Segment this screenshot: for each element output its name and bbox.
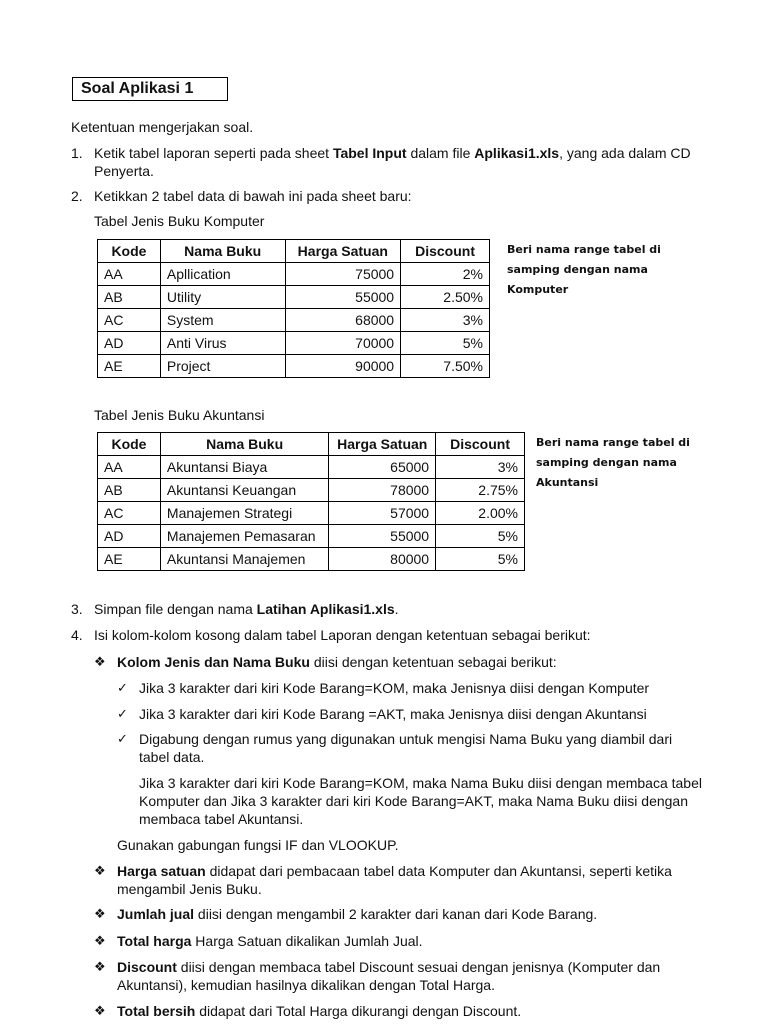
bullet-2-line2: mengambil Jenis Buku. bbox=[117, 881, 262, 897]
diamond-bullet-icon: ❖ bbox=[94, 1003, 106, 1018]
table-cell: 3% bbox=[401, 309, 490, 332]
table-2-caption: Tabel Jenis Buku Akuntansi bbox=[94, 407, 265, 423]
table-cell: 80000 bbox=[329, 548, 436, 571]
step-1-part: , yang ada dalam CD bbox=[559, 145, 691, 161]
table-cell: AA bbox=[98, 456, 161, 479]
bullet-6-rest: didapat dari Total Harga dikurangi dengan Discount. bbox=[195, 1003, 522, 1019]
note-line: Akuntansi bbox=[536, 476, 599, 489]
bullet-1-bold: Kolom Jenis dan Nama Buku bbox=[117, 654, 310, 670]
table-row bbox=[98, 332, 490, 355]
komputer-table bbox=[97, 239, 490, 378]
step-3-part: Simpan file dengan nama bbox=[94, 601, 257, 617]
table-cell: AA bbox=[98, 263, 161, 286]
table-cell: Apllication bbox=[160, 263, 285, 286]
table-cell: 2% bbox=[401, 263, 490, 286]
bullet-1-text bbox=[117, 653, 557, 671]
para-line-1: Jika 3 karakter dari kiri Kode Barang=KOM, maka Nama Buku diisi dengan membaca tabel bbox=[139, 775, 702, 791]
column-header: Nama Buku bbox=[160, 240, 285, 263]
step-3-text bbox=[94, 600, 399, 618]
table-cell: 57000 bbox=[329, 502, 436, 525]
bullet-2-rest: didapat dari pembacaan tabel data Komputer dan Akuntansi, seperti ketika bbox=[205, 863, 672, 879]
table-cell: 7.50% bbox=[401, 355, 490, 378]
step-3-part: . bbox=[394, 601, 399, 617]
bullet-1-rest: diisi dengan ketentuan sebagai berikut: bbox=[309, 654, 557, 670]
table-cell: Manajemen Pemasaran bbox=[160, 525, 328, 548]
table-cell: 65000 bbox=[329, 456, 436, 479]
check-3-line1: Digabung dengan rumus yang digunakan untuk mengisi Nama Buku yang diambil dari bbox=[139, 731, 673, 747]
table-cell: 5% bbox=[436, 548, 525, 571]
table-cell: 78000 bbox=[329, 479, 436, 502]
step-3-bold-file: Latihan Aplikasi1.xls bbox=[256, 601, 395, 617]
table-cell: AC bbox=[98, 309, 161, 332]
table-row bbox=[98, 263, 490, 286]
table-cell: 70000 bbox=[285, 332, 401, 355]
table-cell: Anti Virus bbox=[160, 332, 285, 355]
note-line: Beri nama range tabel di bbox=[536, 436, 690, 449]
step-2-text: Ketikkan 2 tabel data di bawah ini pada sheet baru: bbox=[94, 188, 412, 204]
check-3-line2: tabel data. bbox=[139, 749, 205, 765]
bullet-4-text bbox=[117, 932, 423, 950]
diamond-bullet-icon: ❖ bbox=[94, 933, 106, 948]
akuntansi-table bbox=[97, 432, 525, 571]
table-cell: Akuntansi Manajemen bbox=[160, 548, 328, 571]
step-4-text: Isi kolom-kolom kosong dalam tabel Laporan dengan ketentuan sebagai berikut: bbox=[94, 627, 591, 643]
table-cell: 55000 bbox=[285, 286, 401, 309]
diamond-bullet-icon: ❖ bbox=[94, 906, 106, 921]
table-cell: 90000 bbox=[285, 355, 401, 378]
note-line: Komputer bbox=[507, 283, 569, 296]
table-cell: 2.75% bbox=[436, 479, 525, 502]
table-row bbox=[98, 525, 525, 548]
column-header: Discount bbox=[401, 240, 490, 263]
table-row bbox=[98, 548, 525, 571]
table-cell: AD bbox=[98, 525, 161, 548]
table-cell: 75000 bbox=[285, 263, 401, 286]
bullet-5-rest: diisi dengan membaca tabel Discount sesuai dengan jenisnya (Komputer dan bbox=[176, 959, 661, 975]
check-icon: ✓ bbox=[117, 731, 128, 746]
table-cell: Utility bbox=[160, 286, 285, 309]
table-cell: 5% bbox=[436, 525, 525, 548]
table-cell: AE bbox=[98, 355, 161, 378]
table-cell: AC bbox=[98, 502, 161, 525]
bullet-3-text bbox=[117, 905, 597, 923]
bullet-5-bold: Discount bbox=[117, 959, 177, 975]
table-cell: 2.00% bbox=[436, 502, 525, 525]
step-1-bold-sheet: Tabel Input bbox=[332, 145, 407, 161]
step-1-bold-file: Aplikasi1.xls bbox=[474, 145, 560, 161]
table-row bbox=[98, 286, 490, 309]
note-line: samping dengan nama bbox=[507, 263, 648, 276]
bullet-4-bold: Total harga bbox=[117, 933, 192, 949]
step-1-part: Ketik tabel laporan seperti pada sheet bbox=[94, 145, 333, 161]
gunakan-text: Gunakan gabungan fungsi IF dan VLOOKUP. bbox=[117, 837, 399, 853]
table-cell: 68000 bbox=[285, 309, 401, 332]
bullet-5-text bbox=[117, 958, 660, 976]
table-cell: AB bbox=[98, 479, 161, 502]
bullet-2-bold: Harga satuan bbox=[117, 863, 206, 879]
table-row bbox=[98, 355, 490, 378]
diamond-bullet-icon: ❖ bbox=[94, 863, 106, 878]
column-header: Harga Satuan bbox=[285, 240, 401, 263]
column-header: Discount bbox=[436, 433, 525, 456]
diamond-bullet-icon: ❖ bbox=[94, 654, 106, 669]
bullet-6-text bbox=[117, 1002, 521, 1020]
table-cell: Akuntansi Biaya bbox=[160, 456, 328, 479]
column-header: Nama Buku bbox=[160, 433, 328, 456]
table-cell: System bbox=[160, 309, 285, 332]
check-icon: ✓ bbox=[117, 680, 128, 695]
step-4-number: 4. bbox=[71, 627, 83, 643]
step-2-number: 2. bbox=[71, 188, 83, 204]
bullet-3-bold: Jumlah jual bbox=[117, 906, 195, 922]
bullet-3-rest: diisi dengan mengambil 2 karakter dari kanan dari Kode Barang. bbox=[194, 906, 598, 922]
table-row bbox=[98, 502, 525, 525]
table-cell: 3% bbox=[436, 456, 525, 479]
check-1-text: Jika 3 karakter dari kiri Kode Barang=KOM, maka Jenisnya diisi dengan Komputer bbox=[139, 680, 650, 696]
bullet-6-bold: Total bersih bbox=[117, 1003, 196, 1019]
table-cell: AE bbox=[98, 548, 161, 571]
step-3-number: 3. bbox=[71, 601, 83, 617]
step-1-number: 1. bbox=[71, 145, 83, 161]
page-title: Soal Aplikasi 1 bbox=[72, 77, 228, 101]
table-cell: Akuntansi Keuangan bbox=[160, 479, 328, 502]
table-cell: AB bbox=[98, 286, 161, 309]
table-1-caption: Tabel Jenis Buku Komputer bbox=[94, 213, 265, 229]
note-line: samping dengan nama bbox=[536, 456, 677, 469]
table-row bbox=[98, 456, 525, 479]
step-1-part: dalam file bbox=[406, 145, 475, 161]
table-cell: 2.50% bbox=[401, 286, 490, 309]
table-row bbox=[98, 479, 525, 502]
table-cell: 55000 bbox=[329, 525, 436, 548]
column-header: Harga Satuan bbox=[329, 433, 436, 456]
note-line: Beri nama range tabel di bbox=[507, 243, 661, 256]
bullet-5-line2: Akuntansi), kemudian hasilnya dikalikan dengan Total Harga. bbox=[117, 977, 495, 993]
table-cell: 5% bbox=[401, 332, 490, 355]
bullet-4-rest: Harga Satuan dikalikan Jumlah Jual. bbox=[191, 933, 423, 949]
column-header: Kode bbox=[98, 240, 161, 263]
step-1-line2: Penyerta. bbox=[94, 163, 154, 179]
check-icon: ✓ bbox=[117, 706, 128, 721]
table-1-note bbox=[507, 240, 661, 300]
intro-text: Ketentuan mengerjakan soal. bbox=[71, 119, 254, 135]
table-2-note bbox=[536, 433, 690, 493]
table-cell: Manajemen Strategi bbox=[160, 502, 328, 525]
check-2-text: Jika 3 karakter dari kiri Kode Barang =AKT, maka Jenisnya diisi dengan Akuntansi bbox=[139, 706, 647, 722]
para-line-3: membaca tabel Akuntansi. bbox=[139, 811, 304, 827]
table-cell: AD bbox=[98, 332, 161, 355]
column-header: Kode bbox=[98, 433, 161, 456]
bullet-2-text bbox=[117, 862, 672, 880]
para-line-2: Komputer dan Jika 3 karakter dari kiri Kode Barang=AKT, maka Nama Buku diisi dengan bbox=[139, 793, 689, 809]
diamond-bullet-icon: ❖ bbox=[94, 959, 106, 974]
table-row bbox=[98, 309, 490, 332]
step-1-text bbox=[94, 144, 691, 162]
table-cell: Project bbox=[160, 355, 285, 378]
